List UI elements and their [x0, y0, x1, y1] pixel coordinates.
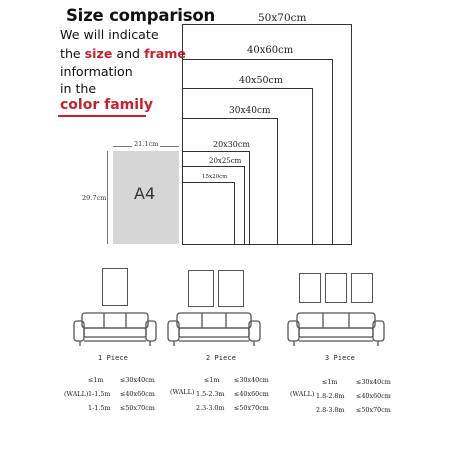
- wall-frame-3piece-middle: [325, 273, 347, 303]
- intro-line-2-pre: the: [60, 46, 85, 61]
- spec-2piece-range-1: ≤1m: [204, 376, 220, 384]
- spec-3piece-wall: (WALL): [290, 390, 315, 398]
- spec-1piece-wall: (WALL): [64, 390, 89, 398]
- spec-1piece-size-3: ≤50x70cm: [120, 404, 155, 412]
- intro-line-3: information: [60, 64, 133, 79]
- intro-line-2: [60, 46, 186, 61]
- spec-1piece-range-2: 1-1.5m: [88, 390, 111, 398]
- wall-frame-3piece-right: [351, 273, 373, 303]
- spec-2piece-size-3: ≤50x70cm: [234, 404, 269, 412]
- spec-2piece-size-1: ≤30x40cm: [234, 376, 269, 384]
- spec-3piece-range-2: 1.8-2.8m: [316, 392, 345, 400]
- spec-2piece-range-3: 2.3-3.0m: [196, 404, 225, 412]
- intro-size-word: size: [84, 46, 113, 61]
- piece-label-3: 3 Piece: [325, 354, 356, 362]
- frame-label-30x40: 30x40cm: [229, 106, 271, 116]
- intro-line-1: We will indicate: [60, 27, 159, 42]
- spec-3piece-size-1: ≤30x40cm: [356, 378, 391, 386]
- a4-label: A4: [134, 184, 156, 203]
- frame-label-20x25: 20x25cm: [209, 157, 242, 165]
- frame-15x20: [182, 182, 235, 244]
- page-title: Size comparison: [66, 6, 216, 25]
- wall-frame-1piece: [102, 268, 128, 306]
- intro-line-2-mid: and: [112, 46, 145, 61]
- intro-line-5: color family: [60, 97, 153, 113]
- spec-1piece-range-1: ≤1m: [88, 376, 104, 384]
- wall-frame-2piece-right: [218, 270, 244, 307]
- spec-2piece-wall: (WALL): [170, 388, 195, 396]
- spec-1piece-size-2: ≤40x60cm: [120, 390, 155, 398]
- frames-baseline: [182, 244, 352, 245]
- a4-height-dimension-line: [107, 151, 108, 244]
- sofa-icon-2piece: [166, 308, 262, 348]
- frame-label-40x50: 40x50cm: [239, 75, 283, 86]
- wall-frame-2piece-left: [188, 270, 214, 307]
- spec-2piece-size-2: ≤40x60cm: [234, 390, 269, 398]
- spec-2piece-range-2: 1.5-2.3m: [196, 390, 225, 398]
- intro-frame-word: frame: [144, 46, 186, 61]
- frame-label-20x30: 20x30cm: [213, 140, 250, 149]
- color-family-underline: [58, 115, 146, 117]
- wall-frame-3piece-left: [299, 273, 321, 303]
- frame-label-15x20: 15x20cm: [202, 174, 228, 180]
- spec-3piece-size-3: ≤50x70cm: [356, 406, 391, 414]
- spec-3piece-size-2: ≤40x60cm: [356, 392, 391, 400]
- sofa-icon-1piece: [72, 308, 158, 348]
- sofa-icon-3piece: [286, 308, 386, 348]
- spec-1piece-size-1: ≤30x40cm: [120, 376, 155, 384]
- a4-height-label: 29.7cm: [82, 194, 107, 202]
- frame-label-40x60: 40x60cm: [247, 45, 294, 56]
- piece-label-1: 1 Piece: [98, 354, 129, 362]
- spec-3piece-range-3: 2.8-3.8m: [316, 406, 345, 414]
- spec-3piece-range-1: ≤1m: [322, 378, 338, 386]
- frame-label-50x70: 50x70cm: [258, 12, 307, 24]
- piece-label-2: 2 Piece: [206, 354, 237, 362]
- intro-line-4: in the: [60, 81, 97, 96]
- spec-1piece-range-3: 1-1.5m: [88, 404, 111, 412]
- a4-width-label: 21.1cm: [134, 140, 159, 148]
